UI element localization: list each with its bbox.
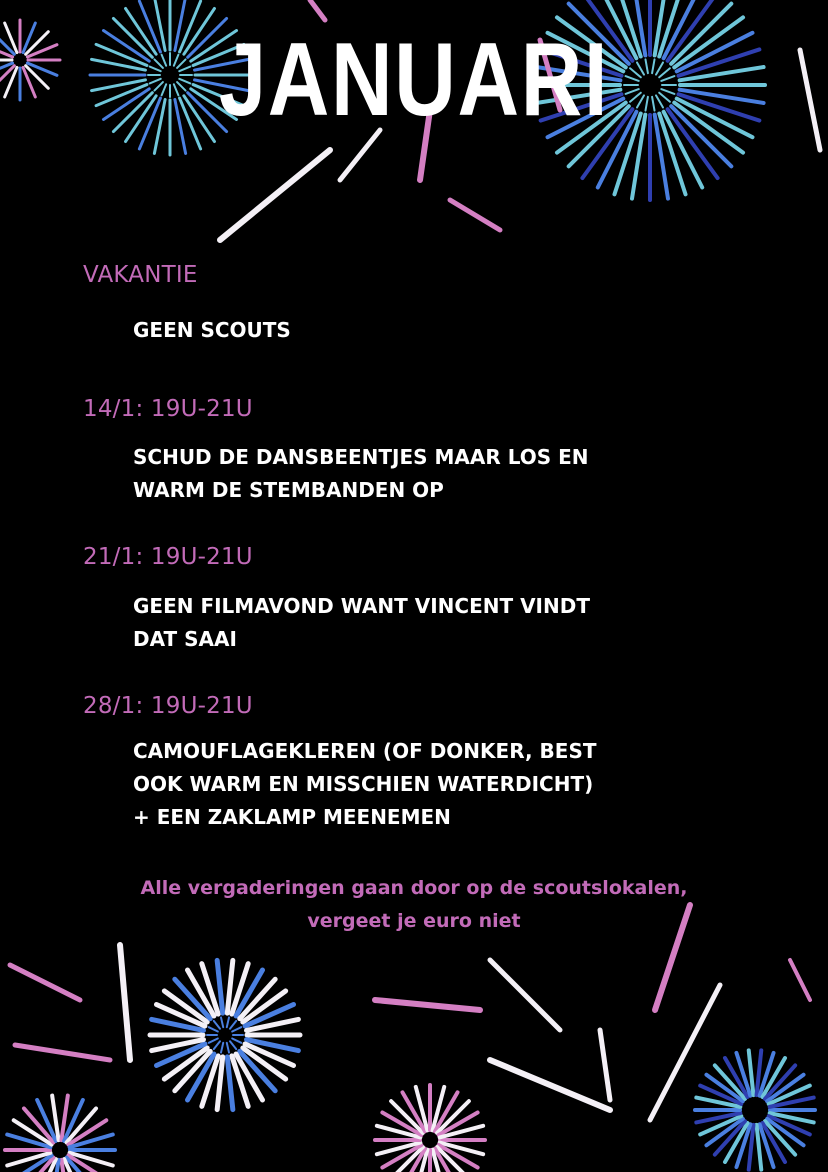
- footer-note: Alle vergaderingen gaan door op de scoutslokalen, vergeet je euro niet: [140, 877, 688, 932]
- entry-heading-14-1: 14/1: 19U-21U: [83, 396, 253, 422]
- page-title: JANUARI: [218, 22, 610, 138]
- entry-heading-21-1: 21/1: 19U-21U: [83, 544, 253, 570]
- entry-heading-vakantie: VAKANTIE: [83, 262, 198, 288]
- entry-body-14-1: SCHUD DE DANSBEENTJES MAAR LOS EN WARM DE STEMBANDEN OP: [133, 445, 589, 502]
- entry-body-vakantie: GEEN SCOUTS: [133, 318, 291, 342]
- entry-body-28-1: CAMOUFLAGEKLEREN (OF DONKER, BEST OOK WARM EN MISSCHIEN WATERDICHT) + EEN ZAKLAMP MEENEMEN: [133, 739, 597, 829]
- entry-heading-28-1: 28/1: 19U-21U: [83, 693, 253, 719]
- entry-body-21-1: GEEN FILMAVOND WANT VINCENT VINDT DAT SAAI: [133, 594, 590, 651]
